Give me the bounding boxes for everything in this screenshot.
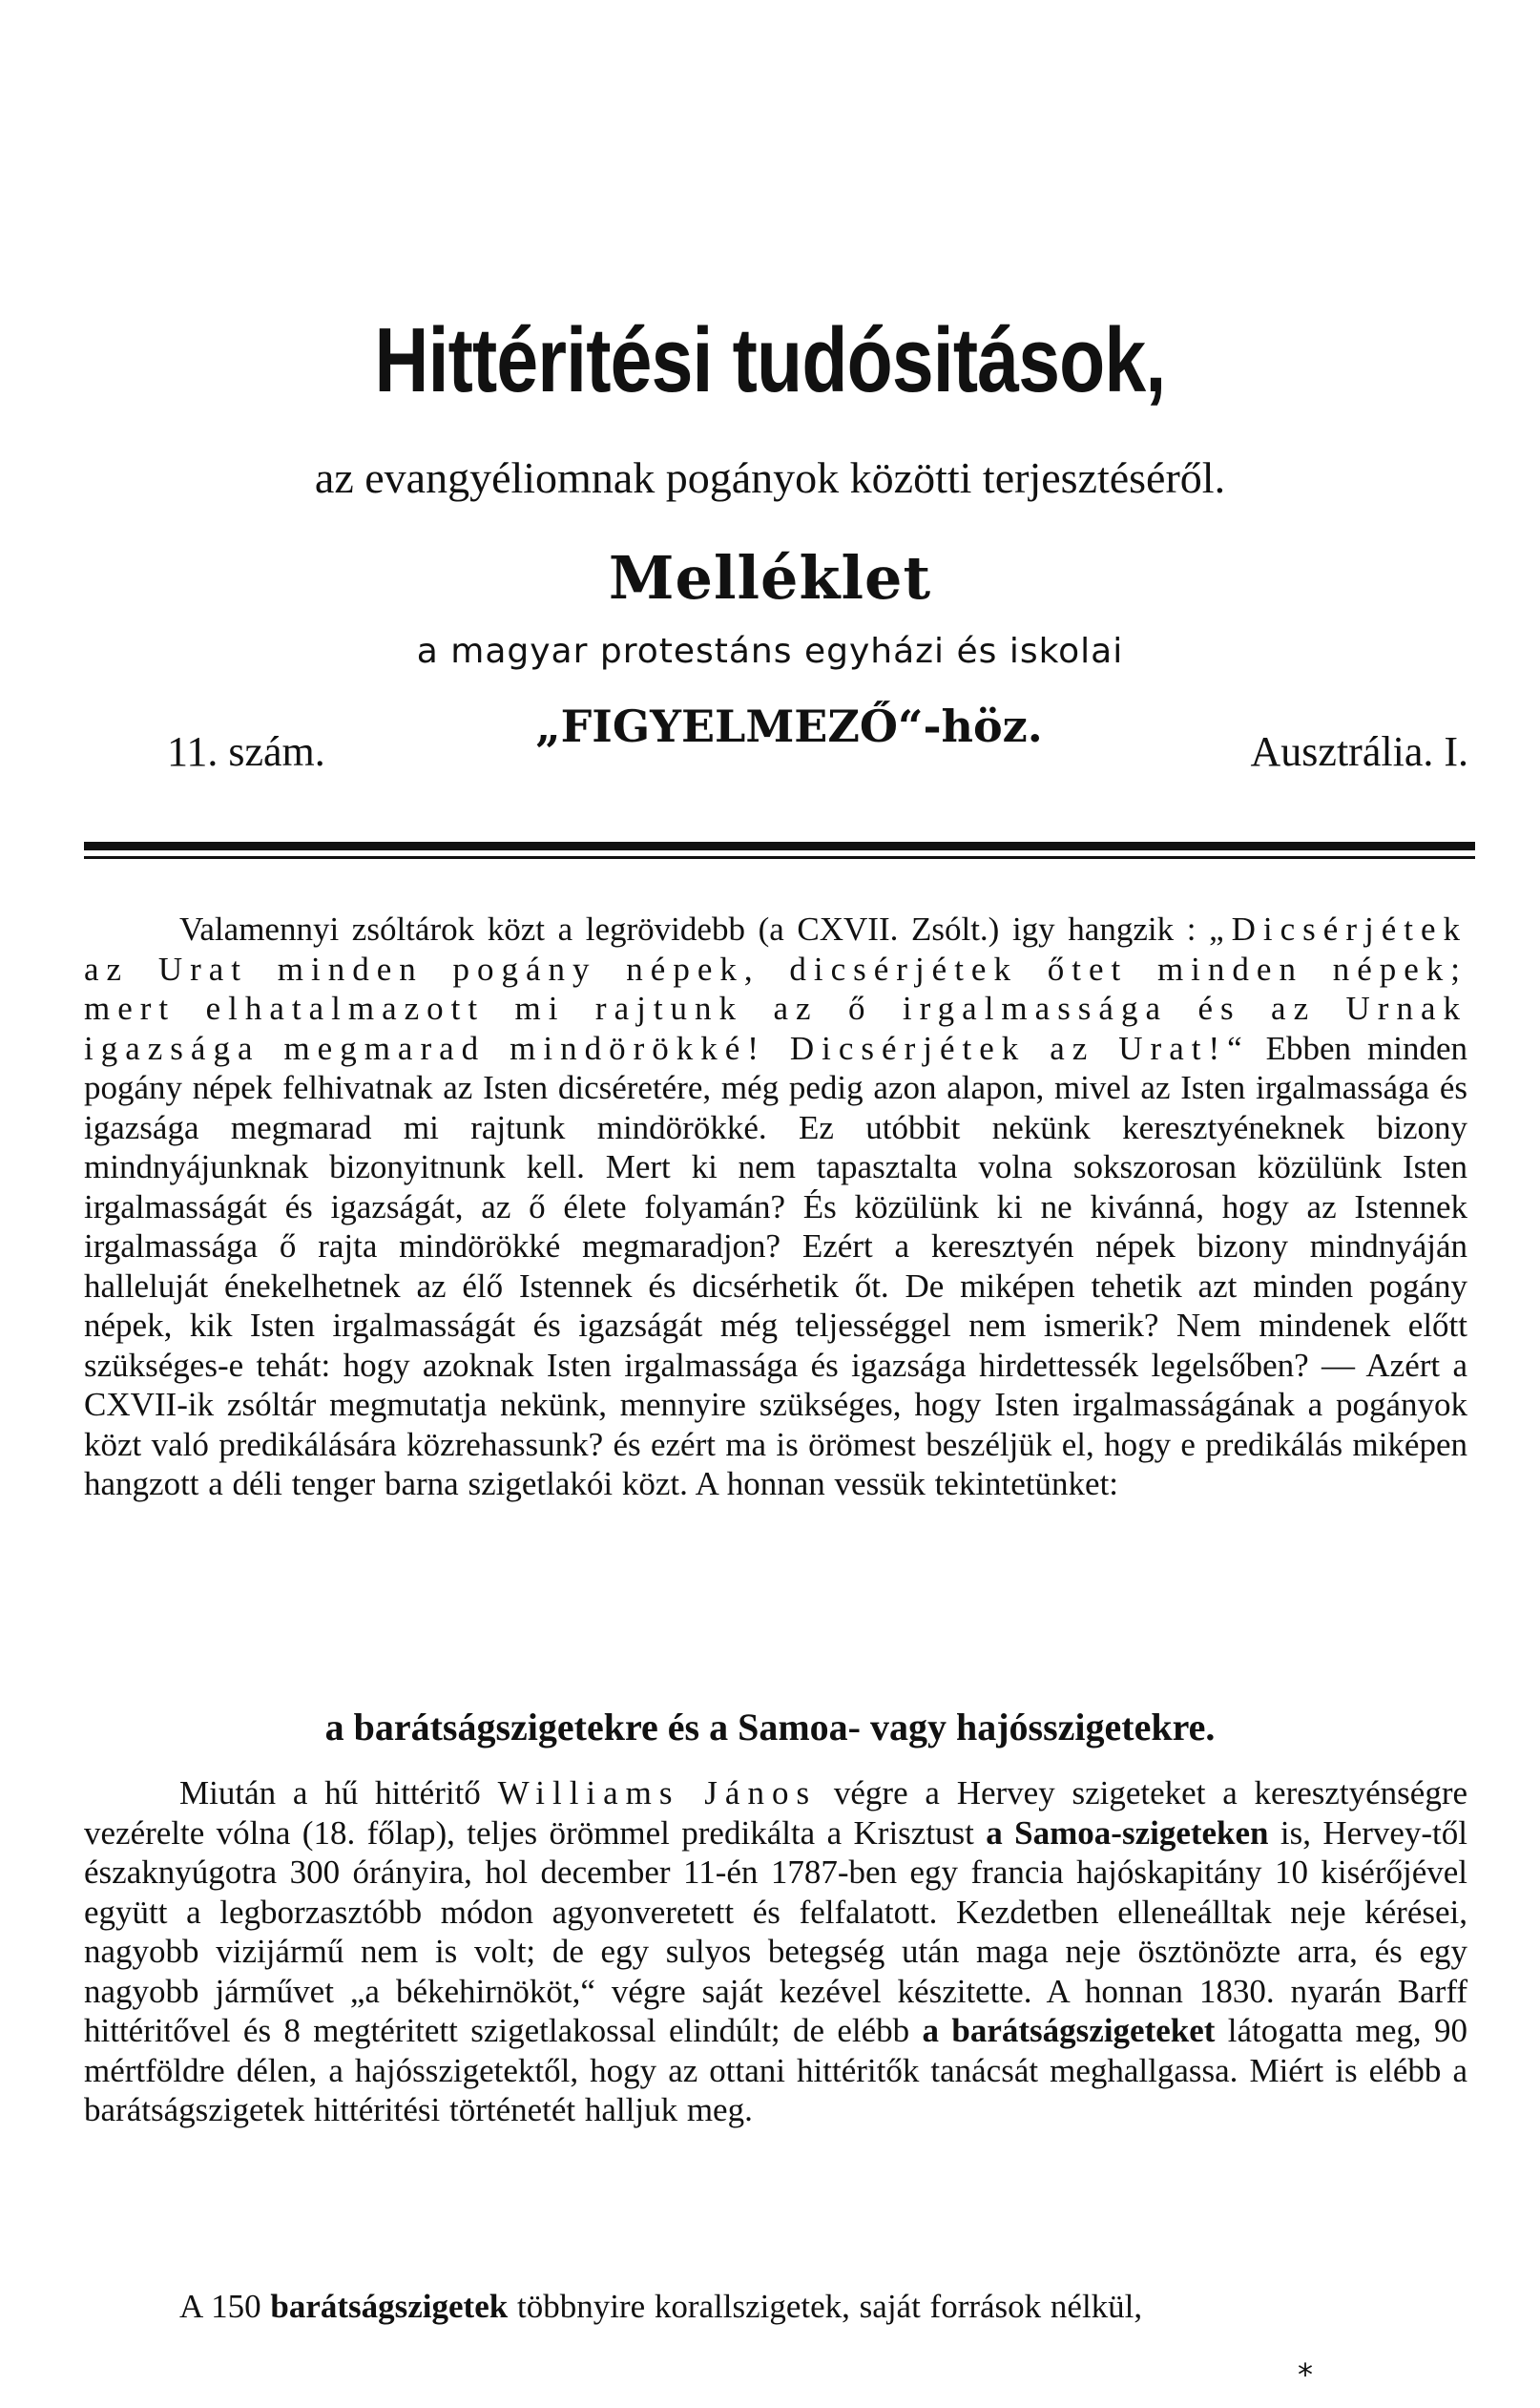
header-rule-thin bbox=[84, 856, 1475, 859]
section-heading: a barátságszigetekre és a Samoa- vagy hajósszigetekre. bbox=[324, 1706, 1216, 1748]
page-subtitle: az evangyéliomnak pogányok közötti terjesztéséről. bbox=[314, 453, 1226, 502]
signature-mark: * bbox=[1298, 2356, 1313, 2393]
friendly-islands-emphasis: a barátságszigeteket bbox=[922, 2012, 1216, 2049]
masthead-line bbox=[167, 701, 1468, 781]
paragraph-friendly-lead: A 150 bbox=[179, 2288, 261, 2325]
region-label: Ausztrália. I. bbox=[1250, 728, 1468, 775]
supplement-description: a magyar protestáns egyházi és iskolai bbox=[416, 632, 1124, 671]
paragraph-friendly-rest: többnyire korallszigetek, saját források nélkül, bbox=[516, 2288, 1143, 2325]
paragraph-intro bbox=[84, 910, 1467, 1504]
missionary-name: Williams János bbox=[497, 1774, 818, 1811]
paragraph-samoa bbox=[84, 1773, 1467, 2130]
paragraph-samoa-part-b: végre a Hervey szigeteket a keresztyénségre vezérelte vólna (18. főlap), teljes örömmel predikálta a Krisztust bbox=[84, 1774, 1468, 1852]
paragraph-intro-lead: Valamennyi zsóltárok közt a legrövidebb (a CXVII. Zsólt.) igy hangzik : bbox=[179, 911, 1197, 948]
issue-number: 11. szám. bbox=[167, 728, 325, 775]
paragraph-friendly-islands bbox=[84, 2287, 1467, 2327]
paragraph-samoa-lead: Miután a hű hittéritő bbox=[179, 1774, 481, 1811]
friendly-islands-term: barátságszigetek bbox=[270, 2288, 509, 2325]
samoa-islands-emphasis: a Samoa-szigeteken bbox=[986, 1813, 1269, 1852]
paragraph-samoa-part-c: is, Hervey-től északnyúgotra 300 órányira, hol december 11-én 1787-ben egy francia hajóskapitány 10 kisérőjével együtt a legborzasztóbb módon agyonveretett és felfalatott. Kezdetben elleneálltak neje kérései, nagyobb vizijármű nem is volt; de egy sulyos betegség után maga neje ösztönözte arra, és egy nagyobb járművet „a békehirnököt,“ végre saját kezével készitette. A honnan 1830. nyarán Barff hittéritővel és 8 megtéritett szigetlakossal elindúlt; de elébb bbox=[84, 1813, 1468, 2049]
page-title: Hittéritési tudósitások, bbox=[374, 309, 1166, 411]
journal-name: „FIGYELMEZŐ“-höz. bbox=[535, 701, 1043, 752]
paragraph-samoa-part-d: látogatta meg, 90 mértföldre délen, a hajósszigetektől, hogy az ottani hittéritők tanácsát meghallgassa. Miért is elébb a barátságszigetek hittéritési történetét halljuk meg. bbox=[84, 2012, 1467, 2128]
supplement-label: Melléklet bbox=[608, 543, 932, 613]
header-rule-thick bbox=[84, 842, 1475, 850]
psalm-quote: „Dicsérjétek az Urat minden pogány népek, dicsérjétek őtet minden népek; mert elhatalmazott mi rajtunk az ő irgalmassága és az Urnak igazsága megmarad mindörökké! Dicsérjétek az Urat!“ bbox=[84, 911, 1467, 1067]
paragraph-intro-body: Ebben minden pogány népek felhivatnak az Isten dicséretére, még pedig azon alapon, mivel az Isten irgalmassága és igazsága megmarad mi rajtunk mindörökké. Ez utóbbit nekünk keresztyéneknek bizony mindnyájunknak bizonyitnunk kell. Mert ki nem tapasztalta volna sokszorosan közülünk Isten irgalmasságát és igazságát, az ő élete folyamán? És közülünk ki ne kivánná, hogy az Istennek irgalmassága ő rajta mindörökké megmaradjon? Ezért a keresztyén népek bizony mindnyáján halleluját énekelhetnek az élő Istennek és dicsérhetik őt. De miképen tehetik azt minden pogány népek, kik Isten irgalmasságát és igazságát még teljességgel nem ismerik? Nem mindenek előtt szükséges-e tehát: hogy azoknak Isten irgalmassága és igazsága hirdettessék legelsőben? — Azért a CXVII-ik zsóltár megmutatja nekünk, mennyire szükséges, hogy Isten irgalmasságának a pogányok közt való predikálására közrehassunk? és ezért ma is örömest beszéljük el, hogy e predikálás miképen hangzott a déli tenger barna szigetlakói közt. A honnan vessük tekintetünket: bbox=[84, 1029, 1468, 1502]
